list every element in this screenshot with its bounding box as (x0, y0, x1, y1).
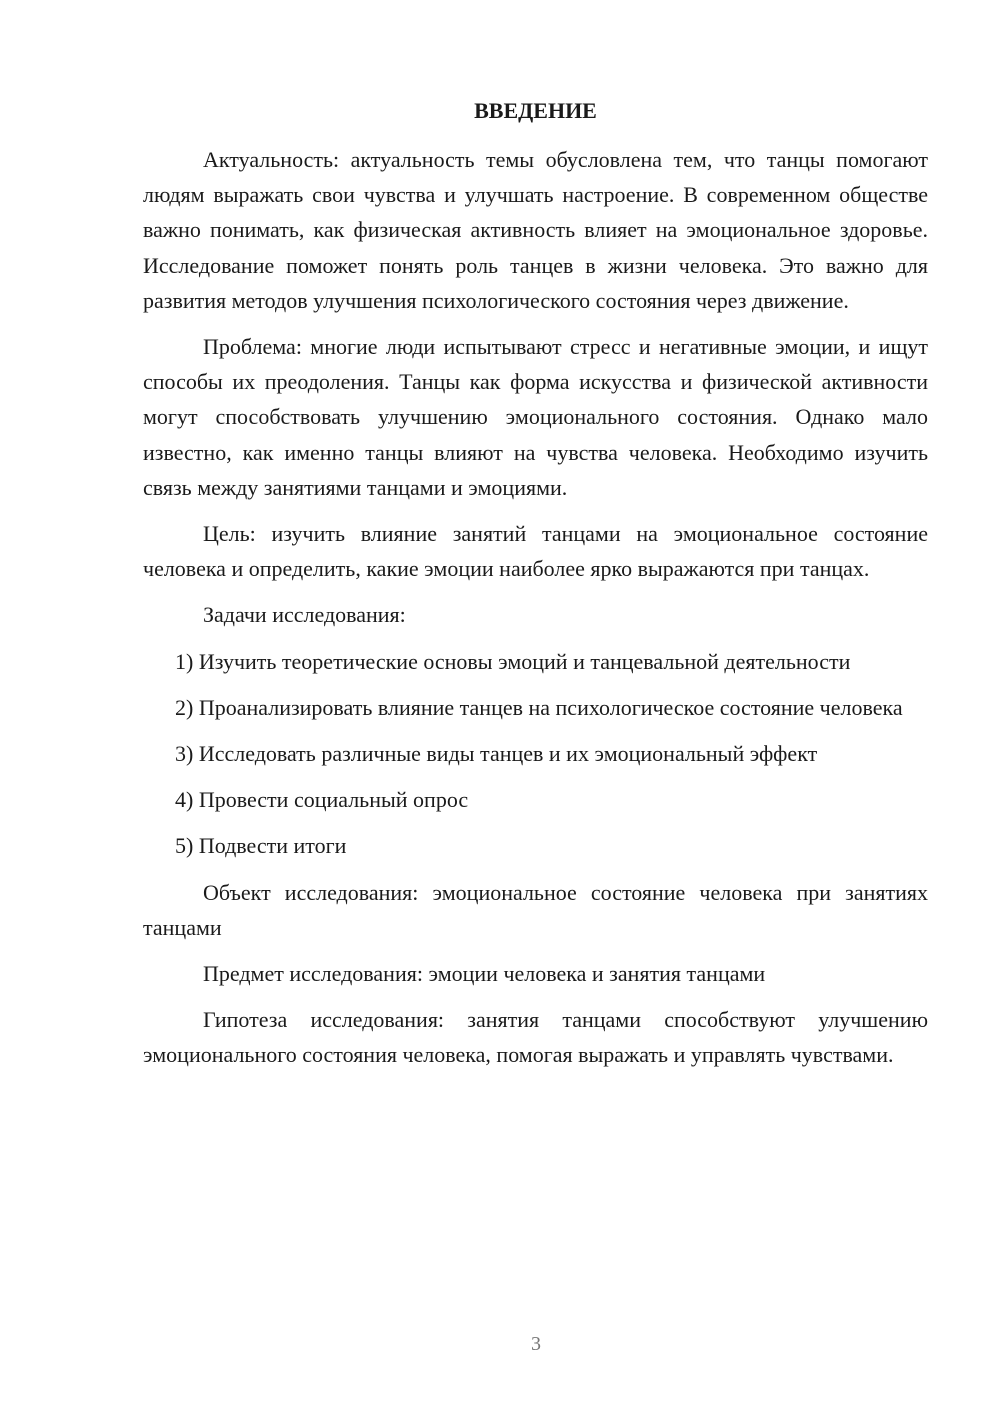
relevance-paragraph: Актуальность: актуальность темы обусловлена тем, что танцы помогают людям выражать свои чувства и улучшать настроение. В современном обществе важно понимать, как физическая активность влияет на эмоциональное здоровье. Исследование поможет понять роль танцев в жизни человека. Это важно для развития методов улучшения психологического состояния через движение. (143, 147, 928, 313)
task-item: 4) Провести социальный опрос (175, 787, 469, 813)
task-item: 2) Проанализировать влияние танцев на психологическое состояние человека (175, 694, 903, 720)
task-item: 1) Изучить теоретические основы эмоций и танцевальной деятельности (175, 648, 851, 674)
hypothesis-paragraph: Гипотеза исследования: занятия танцами способствуют улучшению эмоционального состояния человека, помогая выражать и управлять чувствами. (143, 1007, 928, 1068)
subject-paragraph: Предмет исследования: эмоции человека и занятия танцами (203, 961, 766, 987)
tasks-heading: Задачи исследования: (203, 602, 406, 628)
task-item: 3) Исследовать различные виды танцев и их эмоциональный эффект (175, 741, 818, 767)
task-item: 5) Подвести итоги (175, 833, 347, 859)
page-number: 3 (531, 1333, 541, 1355)
goal-paragraph: Цель: изучить влияние занятий танцами на эмоциональное состояние человека и определить, какие эмоции наиболее ярко выражаются при танцах. (143, 521, 928, 582)
section-title: ВВЕДЕНИЕ (474, 98, 597, 123)
object-paragraph: Объект исследования: эмоциональное состояние человека при занятиях танцами (143, 879, 928, 940)
problem-paragraph: Проблема: многие люди испытывают стресс и негативные эмоции, и ищут способы их преодоления. Танцы как форма искусства и физической активности могут способствовать улучшению эмоционального состояния. Однако мало известно, как именно танцы влияют на чувства человека. Необходимо изучить связь между занятиями танцами и эмоциями. (143, 334, 928, 500)
document-page (143, 93, 928, 1084)
